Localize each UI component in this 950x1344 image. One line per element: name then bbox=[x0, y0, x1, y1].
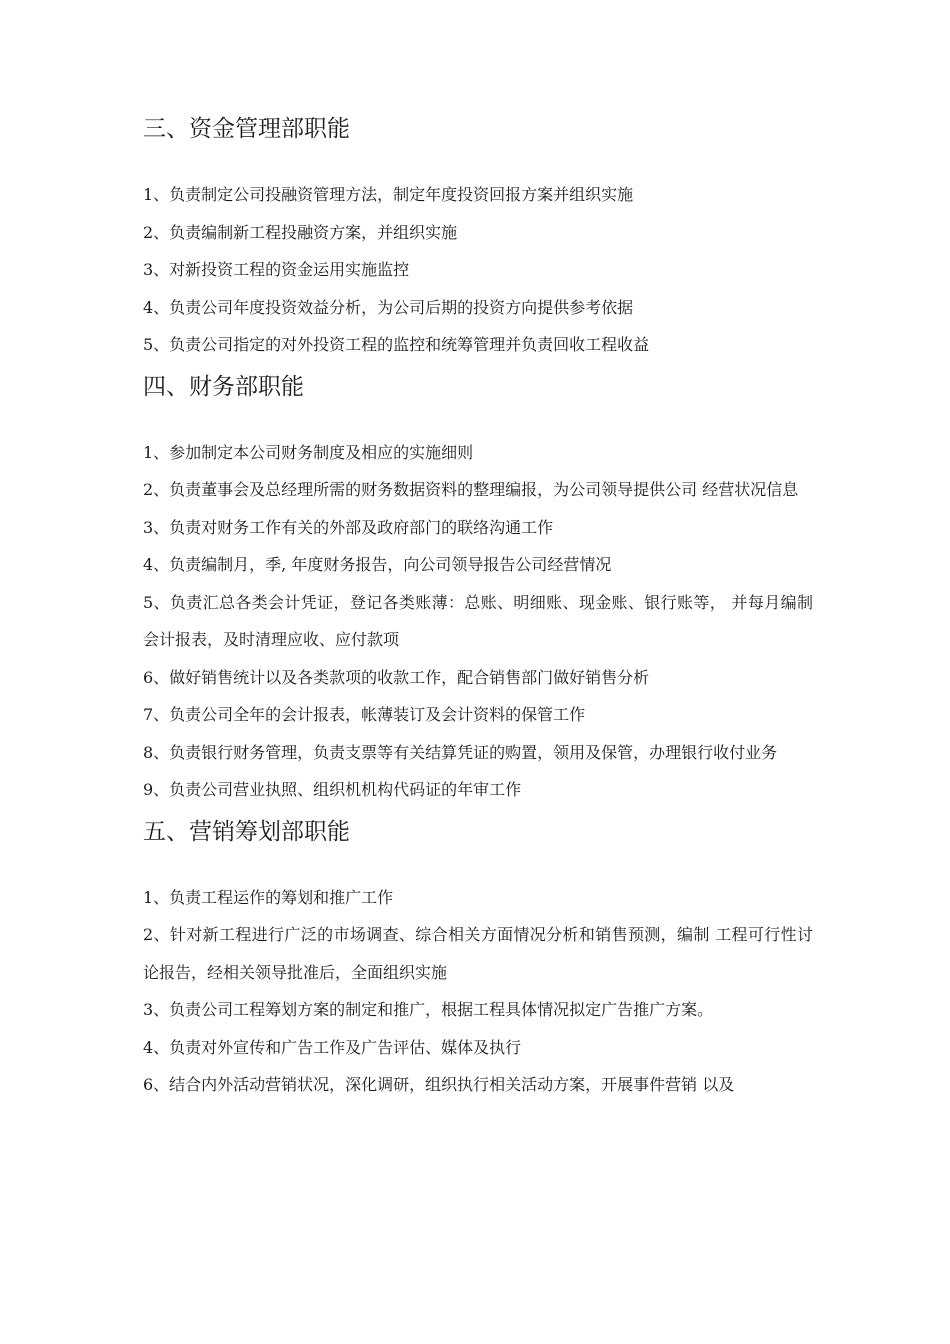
duty-list bbox=[143, 176, 813, 364]
duty-item: 2、负责董事会及总经理所需的财务数据资料的整理编报，为公司领导提供公司 经营状况信息 bbox=[143, 480, 799, 499]
duty-item: 3、负责公司工程筹划方案的制定和推广，根据工程具体情况拟定广告推广方案。 bbox=[143, 1000, 714, 1019]
duty-item: 5、负责公司指定的对外投资工程的监控和统筹管理并负责回收工程收益 bbox=[143, 335, 650, 354]
section-heading: 四、财务部职能 bbox=[143, 373, 304, 400]
duty-item: 1、负责制定公司投融资管理方法，制定年度投资回报方案并组织实施 bbox=[143, 185, 634, 204]
duty-item: 8、负责银行财务管理，负责支票等有关结算凭证的购置，领用及保管，办理银行收付业务 bbox=[143, 742, 778, 762]
section-fund-management bbox=[143, 110, 813, 364]
document-page bbox=[143, 110, 813, 1104]
duty-item: 4、负责编制月，季, 年度财务报告，向公司领导报告公司经营情况 bbox=[143, 555, 612, 574]
duty-item: 5、负责汇总各类会计凭证，登记各类账薄：总账、明细账、现金账、银行账等， 并每月编制会计报表，及时清理应收、应付款项 bbox=[143, 592, 813, 649]
section-heading: 三、资金管理部职能 bbox=[143, 116, 350, 142]
duty-item: 9、负责公司营业执照、组织机机构代码证的年审工作 bbox=[143, 780, 522, 799]
duty-item: 3、对新投资工程的资金运用实施监控 bbox=[143, 260, 410, 279]
section-heading: 五、营销筹划部职能 bbox=[143, 818, 350, 845]
duty-item: 4、负责对外宣传和广告工作及广告评估、媒体及执行 bbox=[143, 1037, 522, 1057]
section-marketing-planning bbox=[143, 813, 813, 1104]
duty-item: 6、结合内外活动营销状况，深化调研，组织执行相关活动方案，开展事件营销 以及 bbox=[143, 1075, 735, 1094]
duty-item: 1、负责工程运作的筹划和推广工作 bbox=[143, 887, 394, 907]
duty-item: 7、负责公司全年的会计报表，帐薄装订及会计资料的保管工作 bbox=[143, 705, 586, 724]
duty-item: 3、负责对财务工作有关的外部及政府部门的联络沟通工作 bbox=[143, 517, 554, 537]
duty-item: 2、负责编制新工程投融资方案，并组织实施 bbox=[143, 222, 458, 242]
section-finance bbox=[143, 368, 813, 809]
duty-list bbox=[143, 879, 813, 1104]
duty-item: 4、负责公司年度投资效益分析，为公司后期的投资方向提供参考依据 bbox=[143, 297, 634, 317]
duty-item: 6、做好销售统计以及各类款项的收款工作，配合销售部门做好销售分析 bbox=[143, 667, 650, 687]
duty-list bbox=[143, 434, 813, 809]
duty-item: 1、参加制定本公司财务制度及相应的实施细则 bbox=[143, 442, 474, 462]
duty-item: 2、针对新工程进行广泛的市场调查、综合相关方面情况分析和销售预测，编制 工程可行性讨论报告，经相关领导批准后，全面组织实施 bbox=[143, 925, 813, 982]
